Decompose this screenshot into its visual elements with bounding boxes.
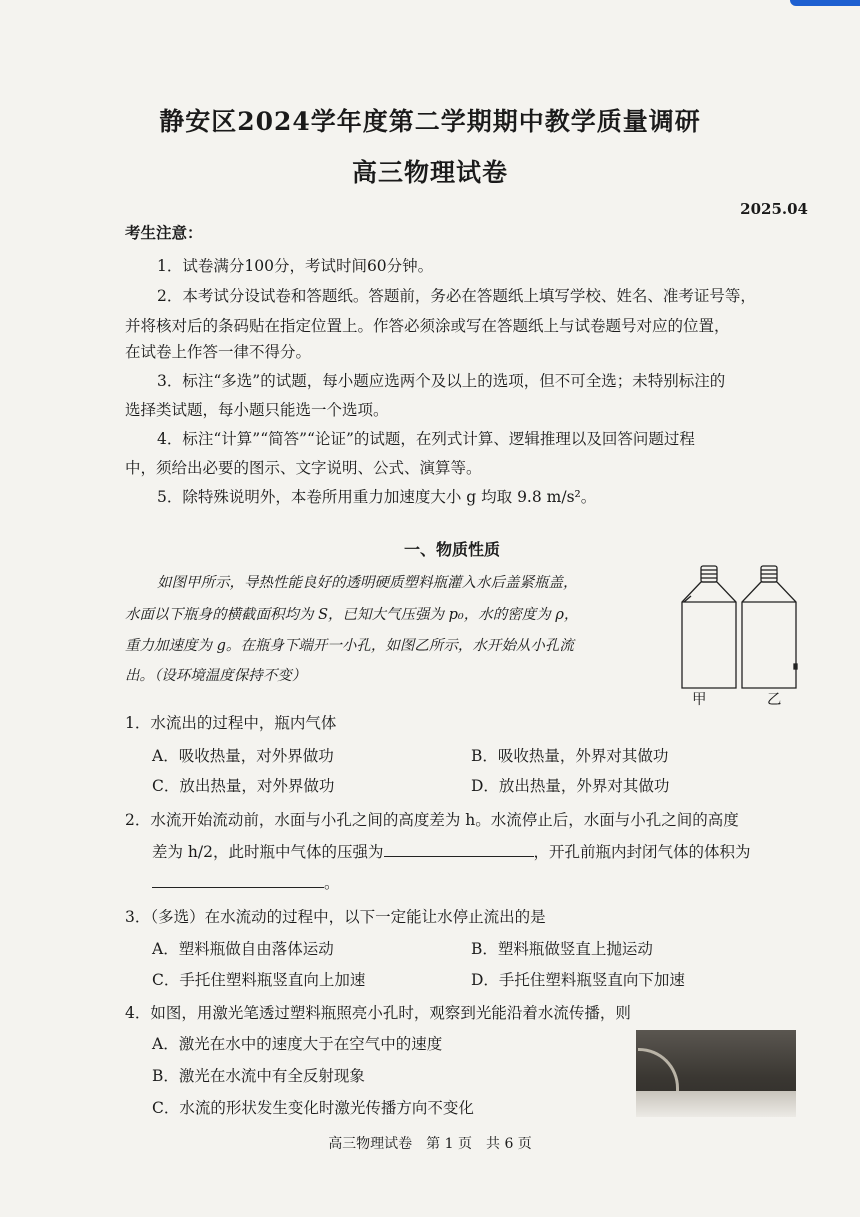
- exam-date: 2025.04: [740, 200, 808, 218]
- notice-item-2: 2．本考试分设试卷和答题纸。答题前，务必在答题纸上填写学校、姓名、准考证号等，: [157, 287, 756, 305]
- notice-item-4: 4．标注“计算”“简答”“论证”的试题，在列式计算、逻辑推理以及回答问题过程: [157, 430, 695, 448]
- q2-answer-blank-2[interactable]: [152, 871, 324, 888]
- q3-option-a: A．塑料瓶做自由落体运动: [152, 940, 334, 958]
- q1-option-b: B．吸收热量，外界对其做功: [471, 747, 669, 765]
- q2-text-b: ，开孔前瓶内封闭气体的体积为: [533, 843, 751, 861]
- q1-option-d: D．放出热量，外界对其做功: [471, 777, 670, 795]
- q3-option-b: B．塑料瓶做竖直上抛运动: [471, 940, 653, 958]
- q2-text-a: 差为 h/2，此时瓶中气体的压强为: [152, 843, 384, 861]
- intro-line-1: 如图甲所示，导热性能良好的透明硬质塑料瓶灌入水后盖紧瓶盖，: [157, 575, 578, 591]
- bottle-figure: [670, 560, 810, 710]
- notice-item-3: 3．标注“多选”的试题，每小题应选两个及以上的选项，但不可全选；未特别标注的: [157, 372, 726, 390]
- q1-option-c: C．放出热量，对外界做功: [152, 777, 335, 795]
- notice-item-2-cont: 并将核对后的条码贴在指定位置上。作答必须涂或写在答题纸上与试卷题号对应的位置，: [125, 317, 730, 335]
- notice-item-2-cont2: 在试卷上作答一律不得分。: [125, 343, 312, 361]
- q4-option-a: A．激光在水中的速度大于在空气中的速度: [152, 1035, 443, 1053]
- q1-option-a: A．吸收热量，对外界做功: [152, 747, 334, 765]
- q4-option-c: C．水流的形状发生变化时激光传播方向不变化: [152, 1099, 474, 1117]
- figure-label-yi: 乙: [767, 692, 782, 708]
- q3-option-d: D．手托住塑料瓶竖直向下加速: [471, 971, 685, 989]
- exam-title: 静安区2024学年度第二学期期中教学质量调研: [159, 107, 701, 136]
- q3-stem: 3．（多选）在水流动的过程中，以下一定能让水停止流出的是: [125, 908, 546, 926]
- exam-subtitle: 高三物理试卷: [351, 158, 508, 187]
- water-surface: [636, 1091, 796, 1117]
- figure-label-jia: 甲: [692, 692, 707, 708]
- q2-line-2: [152, 840, 751, 862]
- notice-item-1: 1．试卷满分100分，考试时间60分钟。: [157, 257, 434, 275]
- q2-line-3: [152, 871, 340, 893]
- bottle-jia: [682, 566, 736, 688]
- section-title: 一、物质性质: [404, 540, 501, 559]
- intro-line-4: 出。（设环境温度保持不变）: [125, 668, 307, 684]
- q3-option-c: C．手托住塑料瓶竖直向上加速: [152, 971, 366, 989]
- corner-decoration: [790, 0, 860, 6]
- q1-stem: 1．水流出的过程中，瓶内气体: [125, 714, 337, 732]
- laser-water-photo: [636, 1030, 796, 1117]
- notice-heading: 考生注意：: [125, 223, 203, 242]
- notice-item-5: 5．除特殊说明外，本卷所用重力加速度大小 g 均取 9.8 m/s²。: [157, 488, 597, 506]
- intro-line-2: 水面以下瓶身的横截面积均为 S，已知大气压强为 p₀，水的密度为 ρ，: [125, 607, 579, 623]
- bottle-yi: [742, 566, 797, 688]
- notice-item-4-cont: 中，须给出必要的图示、文字说明、公式、演算等。: [125, 459, 482, 477]
- q2-answer-blank-1[interactable]: [384, 840, 534, 857]
- page-footer: 高三物理试卷 第 1 页 共 6 页: [328, 1136, 532, 1152]
- q2-line-1: 2．水流开始流动前，水面与小孔之间的高度差为 h。水流停止后，水面与小孔之间的高度: [125, 811, 739, 829]
- intro-line-3: 重力加速度为 g。在瓶身下端开一小孔，如图乙所示，水开始从小孔流: [125, 638, 574, 654]
- q2-line-3-end: 。: [324, 874, 340, 892]
- notice-item-3-cont: 选择类试题，每小题只能选一个选项。: [125, 401, 389, 419]
- q4-stem: 4．如图，用激光笔透过塑料瓶照亮小孔时，观察到光能沿着水流传播，则: [125, 1004, 631, 1022]
- q4-option-b: B．激光在水流中有全反射现象: [152, 1067, 365, 1085]
